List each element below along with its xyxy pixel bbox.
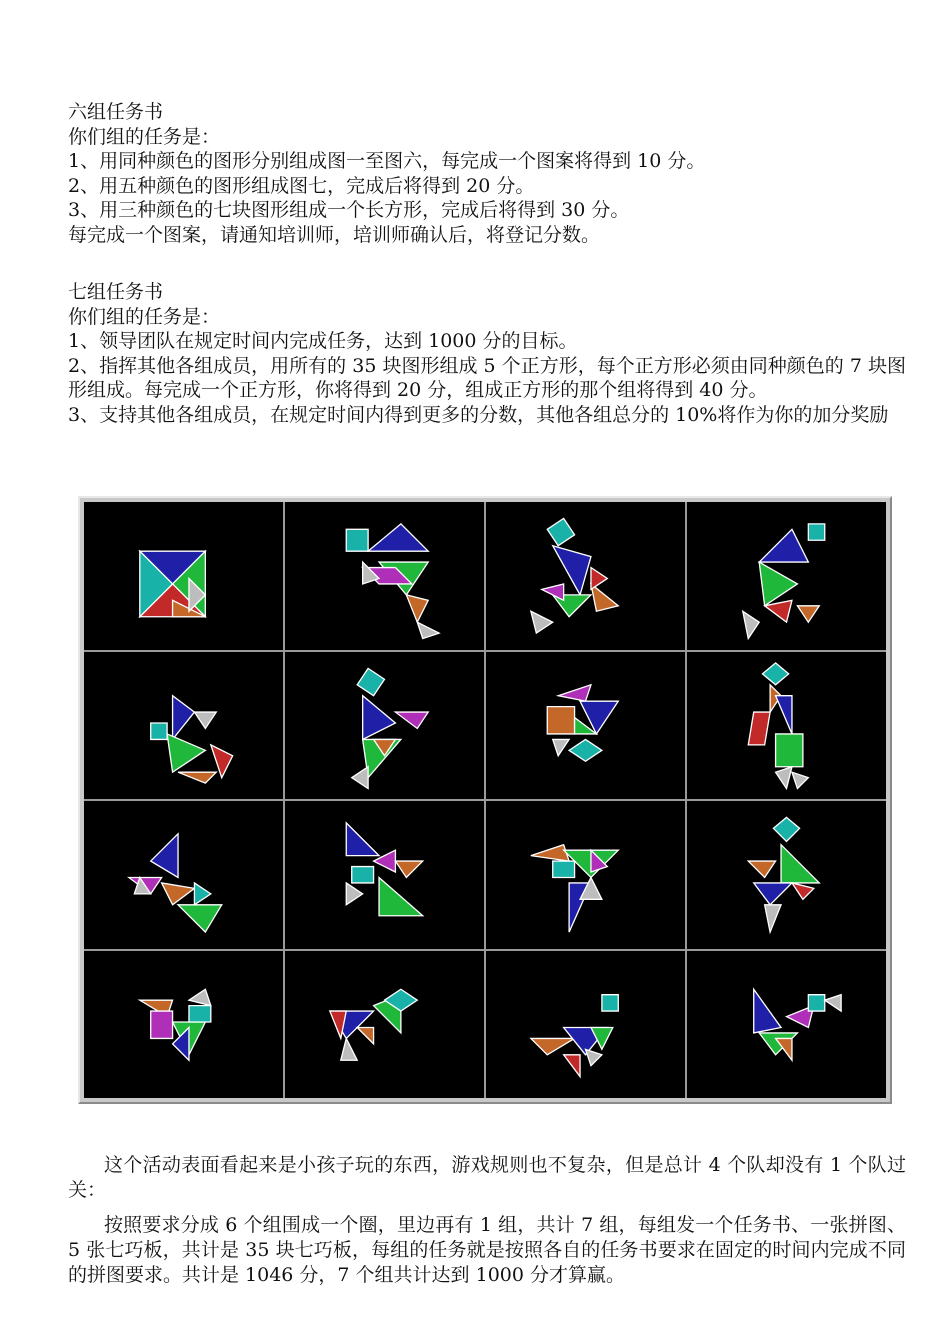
task-item: 2、用五种颜色的图形组成图七，完成后将得到 20 分。 — [68, 174, 535, 197]
tangram-figure-cell — [687, 951, 886, 1099]
tangram-piece — [743, 611, 759, 638]
tangram-piece — [178, 905, 222, 932]
tangram-figure-cell — [486, 951, 685, 1099]
tangram-piece — [547, 706, 574, 733]
tangram-silhouette — [687, 801, 886, 949]
tangram-piece — [591, 568, 607, 590]
tangram-piece — [189, 989, 211, 1005]
tangram-silhouette — [687, 951, 886, 1099]
section-note: 每完成一个图案，请通知培训师，培训师确认后，将登记分数。 — [68, 223, 601, 246]
tangram-piece — [773, 817, 799, 841]
tangram-piece — [368, 524, 428, 551]
tangram-piece — [151, 1011, 173, 1038]
body-paragraph: 这个活动表面看起来是小孩子玩的东西，游戏规则也不复杂，但是总计 4 个队却没有 1 个队过关： — [68, 1154, 906, 1201]
tangram-piece — [363, 695, 396, 739]
tangram-piece — [162, 883, 195, 905]
tangram-piece — [341, 1038, 357, 1060]
tangram-piece — [531, 1038, 575, 1054]
tangram-piece — [564, 1054, 580, 1076]
tangram-grid — [84, 502, 886, 1098]
tangram-silhouette — [84, 652, 283, 800]
tangram-silhouette — [285, 801, 484, 949]
tangram-figure-cell — [687, 652, 886, 800]
tangram-piece — [792, 772, 808, 788]
tangram-piece — [352, 867, 374, 883]
tangram-piece — [417, 622, 439, 638]
task-item: 3、支持其他各组成员，在规定时间内得到更多的分数，其他各组总分的 10%将作为你的加分奖励 — [68, 403, 889, 426]
task-item: 1、用同种颜色的图形分别组成图一至图六，每完成一个图案将得到 10 分。 — [68, 150, 706, 172]
tangram-figure-cell — [486, 652, 685, 800]
tangram-silhouette — [285, 951, 484, 1099]
tangram-silhouette — [84, 801, 283, 949]
tangram-figure-cell — [486, 502, 685, 650]
tangram-piece — [754, 883, 792, 905]
tangram-piece — [765, 905, 781, 932]
tangram-figure-cell — [285, 951, 484, 1099]
tangram-figure-cell — [285, 652, 484, 800]
tangram-piece — [173, 695, 195, 739]
tangram-piece — [586, 1049, 602, 1065]
tangram-silhouette — [486, 951, 685, 1099]
tangram-piece — [754, 989, 781, 1033]
tangram-figure-cell — [84, 801, 283, 949]
tangram-piece — [357, 1027, 373, 1043]
section-title: 七组任务书 — [68, 281, 164, 303]
tangram-silhouette — [84, 951, 283, 1099]
tangram-piece — [792, 883, 814, 899]
tangram-figure-cell — [285, 801, 484, 949]
tangram-piece — [808, 994, 824, 1010]
tangram-piece — [781, 845, 819, 883]
tangram-silhouette — [486, 801, 685, 949]
body-paragraph: 按照要求分成 6 个组围成一个圈，里边再有 1 组，共计 7 组，每组发一个任务书、一张拼图、5 张七巧板，共计是 35 块七巧板，每组的任务就是按照各自的任务书要求在固定的时间内完成不同的拼图要求。共计是 1046 分，7 个组共计达到 1000 分才算赢。 — [68, 1214, 906, 1286]
tangram-piece — [194, 712, 216, 728]
tangram-piece — [776, 695, 792, 733]
tangram-silhouette — [285, 652, 484, 800]
task-item: 1、领导团队在规定时间内完成任务，达到 1000 分的目标。 — [68, 330, 578, 352]
tangram-piece — [602, 994, 618, 1010]
tangram-piece — [151, 834, 178, 878]
section-intro: 你们组的任务是： — [68, 125, 221, 148]
tangram-piece — [547, 518, 574, 545]
tangram-piece — [776, 733, 803, 766]
tangram-piece — [194, 883, 210, 905]
task-sheet-group-7 — [68, 280, 906, 427]
tangram-piece — [762, 662, 788, 684]
tangram-piece — [189, 1005, 211, 1021]
tangram-piece — [748, 861, 775, 877]
tangram-figure-cell — [84, 951, 283, 1099]
tangram-figure-panel — [78, 496, 892, 1104]
tangram-piece — [542, 584, 564, 600]
tangram-silhouette — [486, 502, 685, 650]
tangram-silhouette — [84, 502, 283, 650]
tangram-piece — [759, 562, 797, 606]
tangram-piece — [748, 712, 770, 745]
tangram-piece — [558, 684, 591, 700]
tangram-figure-cell — [84, 502, 283, 650]
tangram-piece — [776, 766, 792, 788]
tangram-piece — [352, 766, 368, 788]
tangram-figure-cell — [486, 801, 685, 949]
section-intro: 你们组的任务是： — [68, 305, 221, 328]
tangram-piece — [825, 994, 841, 1010]
tangram-piece — [379, 877, 423, 915]
tangram-piece — [151, 723, 167, 739]
tangram-silhouette — [486, 652, 685, 800]
tangram-piece — [797, 606, 819, 622]
tangram-piece — [346, 529, 368, 551]
task-item: 2、指挥其他各组成员，用所有的 35 块图形组成 5 个正方形，每个正方形必须由同种颜色的 7 块图形组成。每完成一个正方形，你将得到 20 分，组成正方形的那个组将得到 40 分。 — [68, 354, 906, 401]
tangram-piece — [395, 712, 428, 728]
tangram-figure-cell — [687, 801, 886, 949]
tangram-piece — [553, 739, 569, 755]
tangram-piece — [591, 584, 618, 611]
tangram-piece — [178, 772, 216, 783]
tangram-piece — [406, 595, 428, 622]
tangram-figure-cell — [84, 652, 283, 800]
section-title: 六组任务书 — [68, 101, 164, 123]
tangram-piece — [553, 861, 575, 877]
tangram-silhouette — [687, 502, 886, 650]
tangram-silhouette — [687, 652, 886, 800]
tangram-piece — [569, 739, 602, 761]
tangram-piece — [808, 524, 824, 540]
task-item: 3、用三种颜色的七块图形组成一个长方形，完成后将得到 30 分。 — [68, 199, 630, 221]
tangram-figure-cell — [687, 502, 886, 650]
tangram-piece — [759, 529, 808, 562]
tangram-figure-cell — [285, 502, 484, 650]
tangram-piece — [395, 861, 422, 877]
tangram-piece — [531, 611, 553, 633]
tangram-silhouette — [285, 502, 484, 650]
task-sheet-group-6 — [68, 100, 906, 247]
tangram-piece — [357, 668, 384, 695]
tangram-piece — [531, 845, 569, 861]
tangram-piece — [167, 733, 205, 771]
tangram-piece — [346, 883, 362, 905]
tangram-piece — [346, 823, 379, 856]
